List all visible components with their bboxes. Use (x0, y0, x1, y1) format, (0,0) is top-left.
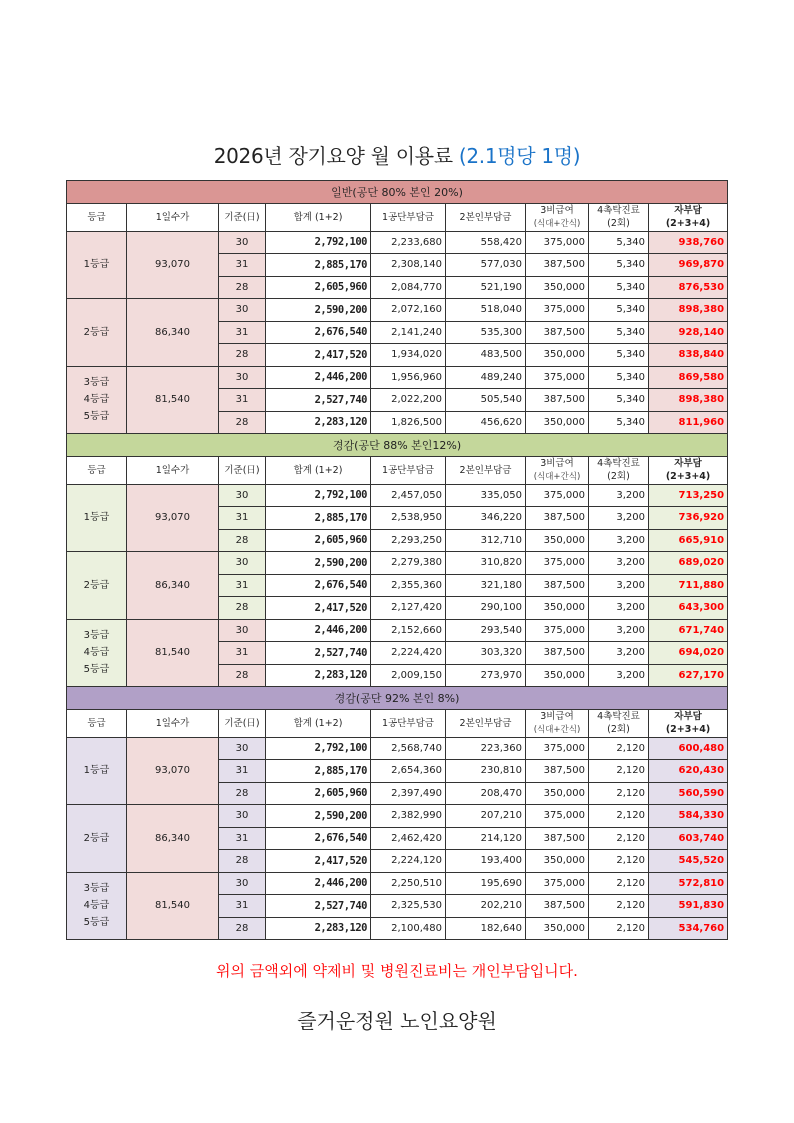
doctor-cell: 2,120 (589, 827, 649, 850)
personal-cell: 195,690 (446, 872, 526, 895)
personal-cell: 577,030 (446, 254, 526, 277)
personal-cell: 182,640 (446, 917, 526, 940)
days-cell: 28 (219, 917, 266, 940)
nonbenefit-cell: 375,000 (526, 737, 589, 760)
total-cell: 2,792,100 (266, 231, 371, 254)
nonbenefit-cell: 387,500 (526, 507, 589, 530)
header-doctor-label: 4촉탁진료 (597, 205, 640, 216)
public-cell: 2,250,510 (371, 872, 446, 895)
header-grade: 등급 (67, 456, 127, 484)
grade-label: 2등급 (83, 326, 110, 338)
nonbenefit-cell: 387,500 (526, 895, 589, 918)
header-personal: 2본인부담금 (446, 709, 526, 737)
header-public: 1공단부담금 (371, 709, 446, 737)
total-cell: 2,446,200 (266, 619, 371, 642)
doctor-cell: 5,340 (589, 366, 649, 389)
total-cell: 2,792,100 (266, 484, 371, 507)
table-row (67, 805, 728, 828)
table-row (67, 366, 728, 389)
grade-label: 1등급 (83, 765, 110, 777)
self-pay-cell: 838,840 (649, 344, 728, 367)
header-nonbenefit-label: 3비급여 (540, 457, 574, 469)
grade-cell (67, 299, 127, 367)
public-cell: 2,100,480 (371, 917, 446, 940)
self-pay-cell: 620,430 (649, 760, 728, 783)
nonbenefit-cell: 375,000 (526, 552, 589, 575)
daily-rate-cell: 86,340 (127, 805, 219, 873)
section-title-row (67, 181, 728, 204)
daily-rate-cell: 93,070 (127, 231, 219, 299)
header-nonbenefit (526, 709, 589, 737)
grade-label: 4등급 (83, 647, 110, 659)
doctor-cell: 5,340 (589, 276, 649, 299)
public-cell: 2,224,120 (371, 850, 446, 873)
nonbenefit-cell: 350,000 (526, 664, 589, 687)
self-pay-cell: 869,580 (649, 366, 728, 389)
nonbenefit-cell: 375,000 (526, 484, 589, 507)
nonbenefit-cell: 375,000 (526, 619, 589, 642)
table-row (67, 737, 728, 760)
header-nonbenefit-sub: (식대+간식) (533, 471, 581, 482)
personal-cell: 505,540 (446, 389, 526, 412)
public-cell: 2,233,680 (371, 231, 446, 254)
grade-cell (67, 366, 127, 434)
total-cell: 2,283,120 (266, 664, 371, 687)
section-title-row (67, 687, 728, 710)
header-nonbenefit-label: 3비급여 (540, 710, 574, 722)
total-cell: 2,590,200 (266, 299, 371, 322)
nonbenefit-cell: 387,500 (526, 574, 589, 597)
personal-cell: 293,540 (446, 619, 526, 642)
public-cell: 2,308,140 (371, 254, 446, 277)
doctor-cell: 2,120 (589, 872, 649, 895)
total-cell: 2,792,100 (266, 737, 371, 760)
doctor-cell: 2,120 (589, 805, 649, 828)
header-nonbenefit (526, 456, 589, 484)
doctor-cell: 2,120 (589, 737, 649, 760)
total-cell: 2,417,520 (266, 850, 371, 873)
header-grade: 등급 (67, 203, 127, 231)
title-accent: (2.1명당 1명) (458, 144, 581, 168)
header-self-label: 자부담 (674, 711, 702, 722)
days-cell: 30 (219, 805, 266, 828)
doctor-cell: 5,340 (589, 321, 649, 344)
header-doctor-sub: (2회) (607, 724, 630, 735)
grade-label: 1등급 (83, 512, 110, 524)
self-pay-cell: 627,170 (649, 664, 728, 687)
section-title: 경감(공단 92% 본인 8%) (67, 687, 728, 710)
self-pay-cell: 545,520 (649, 850, 728, 873)
notice-text: 위의 금액외에 약제비 및 병원진료비는 개인부담입니다. (216, 962, 578, 980)
self-pay-cell: 665,910 (649, 529, 728, 552)
grade-label: 3등급 (83, 377, 110, 389)
grade-label: 2등급 (83, 832, 110, 844)
personal-cell: 456,620 (446, 411, 526, 434)
days-cell: 30 (219, 299, 266, 322)
header-daily-rate: 1일수가 (127, 709, 219, 737)
self-pay-cell: 591,830 (649, 895, 728, 918)
public-cell: 2,141,240 (371, 321, 446, 344)
days-cell: 31 (219, 389, 266, 412)
personal-cell: 312,710 (446, 529, 526, 552)
grade-label: 3등급 (83, 883, 110, 895)
daily-rate-cell: 93,070 (127, 737, 219, 805)
doctor-cell: 2,120 (589, 895, 649, 918)
personal-cell: 310,820 (446, 552, 526, 575)
header-self (649, 203, 728, 231)
days-cell: 30 (219, 484, 266, 507)
grade-cell (67, 805, 127, 873)
doctor-cell: 5,340 (589, 411, 649, 434)
grade-cell (67, 231, 127, 299)
self-pay-cell: 584,330 (649, 805, 728, 828)
header-doctor-label: 4촉탁진료 (597, 711, 640, 722)
total-cell: 2,885,170 (266, 760, 371, 783)
header-doctor-sub: (2회) (607, 471, 630, 482)
daily-rate-cell: 86,340 (127, 299, 219, 367)
daily-rate-cell: 93,070 (127, 484, 219, 552)
total-cell: 2,590,200 (266, 552, 371, 575)
self-pay-cell: 600,480 (649, 737, 728, 760)
total-cell: 2,527,740 (266, 389, 371, 412)
days-cell: 31 (219, 642, 266, 665)
days-cell: 28 (219, 411, 266, 434)
grade-cell (67, 737, 127, 805)
header-public: 1공단부담금 (371, 203, 446, 231)
header-days: 기준(日) (219, 456, 266, 484)
nonbenefit-cell: 350,000 (526, 917, 589, 940)
title-main: 2026년 장기요양 월 이용료 (213, 144, 453, 168)
grade-label: 5등급 (83, 664, 110, 676)
public-cell: 2,072,160 (371, 299, 446, 322)
self-pay-cell: 928,140 (649, 321, 728, 344)
days-cell: 31 (219, 254, 266, 277)
self-pay-cell: 560,590 (649, 782, 728, 805)
header-days: 기준(日) (219, 203, 266, 231)
header-total: 합계 (1+2) (266, 456, 371, 484)
nonbenefit-cell: 375,000 (526, 299, 589, 322)
self-pay-cell: 898,380 (649, 299, 728, 322)
self-pay-cell: 694,020 (649, 642, 728, 665)
doctor-cell: 3,200 (589, 642, 649, 665)
days-cell: 28 (219, 344, 266, 367)
self-pay-cell: 534,760 (649, 917, 728, 940)
header-self-sub: (2+3+4) (665, 218, 711, 229)
public-cell: 1,826,500 (371, 411, 446, 434)
doctor-cell: 3,200 (589, 574, 649, 597)
header-self-label: 자부담 (674, 205, 702, 216)
section-title-row (67, 434, 728, 457)
doctor-cell: 5,340 (589, 299, 649, 322)
grade-cell (67, 619, 127, 687)
total-cell: 2,446,200 (266, 366, 371, 389)
public-cell: 2,325,530 (371, 895, 446, 918)
table-row (67, 299, 728, 322)
days-cell: 31 (219, 507, 266, 530)
nonbenefit-cell: 375,000 (526, 805, 589, 828)
personal-cell: 223,360 (446, 737, 526, 760)
grade-cell (67, 484, 127, 552)
personal-cell: 208,470 (446, 782, 526, 805)
header-doctor-sub: (2회) (607, 218, 630, 229)
self-pay-cell: 603,740 (649, 827, 728, 850)
doctor-cell: 2,120 (589, 850, 649, 873)
public-cell: 2,279,380 (371, 552, 446, 575)
doctor-cell: 3,200 (589, 484, 649, 507)
grade-cell (67, 552, 127, 620)
doctor-cell: 3,200 (589, 664, 649, 687)
nonbenefit-cell: 350,000 (526, 529, 589, 552)
personal-cell: 290,100 (446, 597, 526, 620)
nonbenefit-cell: 387,500 (526, 642, 589, 665)
header-nonbenefit-sub: (식대+간식) (533, 218, 581, 229)
total-cell: 2,417,520 (266, 344, 371, 367)
days-cell: 28 (219, 276, 266, 299)
self-pay-cell: 811,960 (649, 411, 728, 434)
section-title: 일반(공단 80% 본인 20%) (67, 181, 728, 204)
header-doctor-label: 4촉탁진료 (597, 458, 640, 469)
header-self-sub: (2+3+4) (665, 471, 711, 482)
days-cell: 31 (219, 827, 266, 850)
nonbenefit-cell: 350,000 (526, 850, 589, 873)
header-self-sub: (2+3+4) (665, 724, 711, 735)
days-cell: 30 (219, 231, 266, 254)
doctor-cell: 2,120 (589, 760, 649, 783)
table-row (67, 484, 728, 507)
total-cell: 2,676,540 (266, 827, 371, 850)
daily-rate-cell: 81,540 (127, 366, 219, 434)
public-cell: 2,382,990 (371, 805, 446, 828)
doctor-cell: 5,340 (589, 254, 649, 277)
days-cell: 28 (219, 529, 266, 552)
public-cell: 1,956,960 (371, 366, 446, 389)
personal-cell: 346,220 (446, 507, 526, 530)
section-title: 경감(공단 88% 본인12%) (67, 434, 728, 457)
header-self (649, 709, 728, 737)
header-nonbenefit-sub: (식대+간식) (533, 724, 581, 735)
days-cell: 31 (219, 321, 266, 344)
grade-label: 1등급 (83, 259, 110, 271)
header-total: 합계 (1+2) (266, 203, 371, 231)
facility-name: 즐거운정원 노인요양원 (297, 1009, 497, 1033)
public-cell: 2,462,420 (371, 827, 446, 850)
days-cell: 28 (219, 597, 266, 620)
nonbenefit-cell: 387,500 (526, 760, 589, 783)
grade-label: 3등급 (83, 630, 110, 642)
days-cell: 31 (219, 574, 266, 597)
header-doctor (589, 709, 649, 737)
header-self (649, 456, 728, 484)
personal-cell: 193,400 (446, 850, 526, 873)
total-cell: 2,446,200 (266, 872, 371, 895)
nonbenefit-cell: 375,000 (526, 872, 589, 895)
self-pay-cell: 643,300 (649, 597, 728, 620)
grade-label: 4등급 (83, 900, 110, 912)
self-pay-cell: 689,020 (649, 552, 728, 575)
grade-label: 5등급 (83, 411, 110, 423)
self-pay-cell: 969,870 (649, 254, 728, 277)
header-nonbenefit-label: 3비급여 (540, 204, 574, 216)
doctor-cell: 3,200 (589, 619, 649, 642)
nonbenefit-cell: 375,000 (526, 366, 589, 389)
public-cell: 2,568,740 (371, 737, 446, 760)
total-cell: 2,527,740 (266, 642, 371, 665)
days-cell: 30 (219, 366, 266, 389)
personal-cell: 214,120 (446, 827, 526, 850)
nonbenefit-cell: 387,500 (526, 254, 589, 277)
public-cell: 2,224,420 (371, 642, 446, 665)
grade-cell (67, 872, 127, 940)
days-cell: 31 (219, 895, 266, 918)
total-cell: 2,417,520 (266, 597, 371, 620)
daily-rate-cell: 81,540 (127, 872, 219, 940)
nonbenefit-cell: 350,000 (526, 411, 589, 434)
public-cell: 2,654,360 (371, 760, 446, 783)
table-row (67, 872, 728, 895)
public-cell: 2,538,950 (371, 507, 446, 530)
days-cell: 28 (219, 782, 266, 805)
total-cell: 2,885,170 (266, 507, 371, 530)
personal-cell: 489,240 (446, 366, 526, 389)
public-cell: 2,397,490 (371, 782, 446, 805)
self-pay-cell: 711,880 (649, 574, 728, 597)
personal-cell: 521,190 (446, 276, 526, 299)
self-pay-cell: 876,530 (649, 276, 728, 299)
nonbenefit-cell: 387,500 (526, 389, 589, 412)
doctor-cell: 5,340 (589, 344, 649, 367)
self-pay-cell: 938,760 (649, 231, 728, 254)
personal-cell: 273,970 (446, 664, 526, 687)
total-cell: 2,527,740 (266, 895, 371, 918)
personal-cell: 207,210 (446, 805, 526, 828)
table-row (67, 552, 728, 575)
self-pay-cell: 671,740 (649, 619, 728, 642)
nonbenefit-cell: 350,000 (526, 276, 589, 299)
personal-cell: 483,500 (446, 344, 526, 367)
doctor-cell: 5,340 (589, 389, 649, 412)
total-cell: 2,605,960 (266, 529, 371, 552)
public-cell: 2,152,660 (371, 619, 446, 642)
header-nonbenefit (526, 203, 589, 231)
personal-cell: 335,050 (446, 484, 526, 507)
personal-cell: 558,420 (446, 231, 526, 254)
days-cell: 31 (219, 760, 266, 783)
grade-label: 4등급 (83, 394, 110, 406)
public-cell: 2,084,770 (371, 276, 446, 299)
doctor-cell: 5,340 (589, 231, 649, 254)
nonbenefit-cell: 350,000 (526, 344, 589, 367)
header-days: 기준(日) (219, 709, 266, 737)
personal-cell: 518,040 (446, 299, 526, 322)
nonbenefit-cell: 387,500 (526, 321, 589, 344)
days-cell: 30 (219, 552, 266, 575)
total-cell: 2,676,540 (266, 321, 371, 344)
personal-cell: 321,180 (446, 574, 526, 597)
column-header-row (67, 203, 728, 231)
header-total: 합계 (1+2) (266, 709, 371, 737)
column-header-row (67, 456, 728, 484)
total-cell: 2,590,200 (266, 805, 371, 828)
header-doctor (589, 203, 649, 231)
doctor-cell: 3,200 (589, 529, 649, 552)
total-cell: 2,885,170 (266, 254, 371, 277)
header-doctor (589, 456, 649, 484)
doctor-cell: 2,120 (589, 782, 649, 805)
public-cell: 1,934,020 (371, 344, 446, 367)
doctor-cell: 3,200 (589, 507, 649, 530)
days-cell: 28 (219, 664, 266, 687)
table-row (67, 231, 728, 254)
column-header-row (67, 709, 728, 737)
self-pay-cell: 736,920 (649, 507, 728, 530)
nonbenefit-cell: 387,500 (526, 827, 589, 850)
nonbenefit-cell: 375,000 (526, 231, 589, 254)
public-cell: 2,009,150 (371, 664, 446, 687)
header-personal: 2본인부담금 (446, 456, 526, 484)
nonbenefit-cell: 350,000 (526, 597, 589, 620)
self-pay-cell: 572,810 (649, 872, 728, 895)
personal-cell: 535,300 (446, 321, 526, 344)
total-cell: 2,605,960 (266, 782, 371, 805)
header-personal: 2본인부담금 (446, 203, 526, 231)
grade-label: 2등급 (83, 579, 110, 591)
header-self-label: 자부담 (674, 458, 702, 469)
personal-cell: 303,320 (446, 642, 526, 665)
total-cell: 2,676,540 (266, 574, 371, 597)
header-daily-rate: 1일수가 (127, 203, 219, 231)
daily-rate-cell: 81,540 (127, 619, 219, 687)
days-cell: 30 (219, 619, 266, 642)
total-cell: 2,283,120 (266, 411, 371, 434)
public-cell: 2,127,420 (371, 597, 446, 620)
table-row (67, 619, 728, 642)
total-cell: 2,605,960 (266, 276, 371, 299)
grade-label: 5등급 (83, 917, 110, 929)
public-cell: 2,355,360 (371, 574, 446, 597)
header-daily-rate: 1일수가 (127, 456, 219, 484)
doctor-cell: 3,200 (589, 597, 649, 620)
header-grade: 등급 (67, 709, 127, 737)
self-pay-cell: 898,380 (649, 389, 728, 412)
nonbenefit-cell: 350,000 (526, 782, 589, 805)
page-title (0, 140, 794, 169)
days-cell: 30 (219, 737, 266, 760)
days-cell: 30 (219, 872, 266, 895)
days-cell: 28 (219, 850, 266, 873)
doctor-cell: 3,200 (589, 552, 649, 575)
public-cell: 2,457,050 (371, 484, 446, 507)
header-public: 1공단부담금 (371, 456, 446, 484)
personal-cell: 230,810 (446, 760, 526, 783)
doctor-cell: 2,120 (589, 917, 649, 940)
fee-table (66, 180, 728, 940)
total-cell: 2,283,120 (266, 917, 371, 940)
personal-cell: 202,210 (446, 895, 526, 918)
self-pay-cell: 713,250 (649, 484, 728, 507)
public-cell: 2,022,200 (371, 389, 446, 412)
daily-rate-cell: 86,340 (127, 552, 219, 620)
public-cell: 2,293,250 (371, 529, 446, 552)
